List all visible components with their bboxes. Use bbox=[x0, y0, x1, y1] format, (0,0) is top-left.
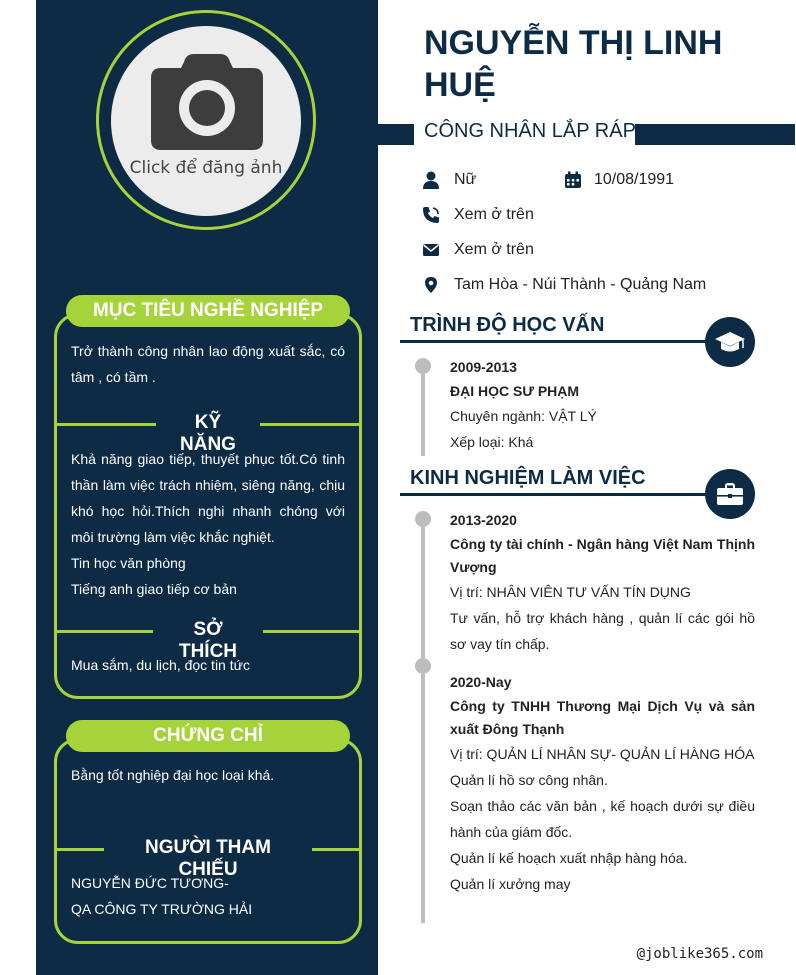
skill-item: Tin học văn phòng bbox=[71, 555, 186, 571]
map-pin-icon bbox=[422, 276, 440, 294]
reference-line: NGUYỄN ĐỨC TƯƠNG- bbox=[71, 875, 229, 891]
education-entry bbox=[450, 354, 755, 455]
experience-period: 2020-Nay bbox=[450, 674, 512, 690]
education-grade: Xếp loại: Khá bbox=[450, 434, 534, 450]
education-school: ĐẠI HỌC SƯ PHẠM bbox=[450, 383, 580, 399]
sidebar bbox=[36, 0, 378, 975]
avatar-upload-label[interactable]: Click để đăng ảnh bbox=[129, 158, 283, 178]
skill-item: Tiếng anh giao tiếp cơ bản bbox=[71, 581, 237, 597]
birthdate-value: 10/08/1991 bbox=[594, 171, 675, 188]
skills-list bbox=[71, 446, 345, 602]
objective-text: Trở thành công nhân lao động xuất sắc, có tâm , có tầm . bbox=[71, 343, 345, 385]
experience-entry bbox=[450, 669, 755, 897]
education-period: 2009-2013 bbox=[450, 359, 517, 375]
experience-detail: Tư vấn, hỗ trợ khách hàng , quản lí các gói hồ sơ vay tín chấp. bbox=[450, 610, 755, 652]
gender-value: Nữ bbox=[454, 171, 477, 188]
experience-position: Vị trí: QUẢN LÍ NHÂN SỰ- QUẢN LÍ HÀNG HÓA bbox=[450, 746, 755, 762]
experience-company: Công ty tài chính - Ngân hàng Việt Nam Thịnh Vượng bbox=[450, 536, 755, 575]
phone-icon bbox=[422, 206, 440, 224]
timeline-dot bbox=[415, 658, 431, 674]
experience-entry bbox=[450, 507, 755, 657]
experience-detail: Quản lí xưởng may bbox=[450, 876, 571, 892]
experience-position: Vị trí: NHÂN VIÊN TƯ VẤN TÍN DỤNG bbox=[450, 584, 691, 600]
experience-detail: Quản lí hồ sơ công nhân. bbox=[450, 772, 608, 788]
experience-period: 2013-2020 bbox=[450, 512, 517, 528]
objective-heading: MỤC TIÊU NGHỀ NGHIỆP bbox=[66, 295, 350, 327]
education-major: Chuyên ngành: VẬT LÝ bbox=[450, 408, 597, 424]
experience-detail: Quản lí kế hoạch xuất nhập hàng hóa. bbox=[450, 850, 688, 866]
timeline-dot bbox=[415, 358, 431, 374]
education-timeline bbox=[421, 360, 425, 456]
email-value[interactable]: Xem ở trên bbox=[454, 241, 534, 258]
education-heading: TRÌNH ĐỘ HỌC VẤN bbox=[410, 314, 605, 336]
education-underline bbox=[400, 340, 730, 343]
references-list bbox=[71, 870, 345, 922]
skill-item: Khả năng giao tiếp, thuyết phục tốt.Có tinh thần làm việc trách nhiệm, siêng năng, chịu khó học hỏi.Thích nghi nhanh chóng với môi trường làm việc khắc nghiệt. bbox=[71, 451, 345, 545]
certificates-text: Bằng tốt nghiệp đại học loại khá. bbox=[71, 767, 275, 783]
envelope-icon bbox=[422, 241, 440, 259]
address-value: Tam Hòa - Núi Thành - Quảng Nam bbox=[454, 276, 707, 293]
reference-line: QA CÔNG TY TRƯỜNG HẢI bbox=[71, 901, 253, 917]
certificates-heading: CHỨNG CHỈ bbox=[66, 720, 350, 752]
camera-icon[interactable] bbox=[149, 52, 265, 152]
title-bar-right bbox=[635, 124, 795, 145]
experience-underline bbox=[400, 493, 730, 496]
skills-heading: KỸ NĂNG bbox=[156, 412, 260, 456]
hobbies-heading: SỞ THÍCH bbox=[153, 619, 263, 663]
candidate-name: NGUYỄN THỊ LINH HUỆ bbox=[424, 24, 723, 104]
phone-value[interactable]: Xem ở trên bbox=[454, 206, 534, 223]
calendar-icon bbox=[564, 171, 582, 189]
job-title: CÔNG NHÂN LẮP RÁP bbox=[424, 120, 636, 142]
hobbies-text: Mua sắm, du lịch, đọc tin tức bbox=[71, 657, 250, 673]
references-heading: NGƯỜI THAM CHIẾU bbox=[104, 837, 312, 881]
title-bar-left bbox=[378, 124, 414, 145]
experience-company: Công ty TNHH Thương Mại Dịch Vụ và sản xuất Đông Thạnh bbox=[450, 698, 755, 737]
experience-heading: KINH NGHIỆM LÀM VIỆC bbox=[410, 467, 646, 489]
watermark: @joblike365.com bbox=[636, 946, 763, 962]
experience-detail: Soạn thảo các văn bản , kế hoạch dưới sự điều hành của giám đốc. bbox=[450, 798, 755, 840]
user-icon bbox=[422, 171, 440, 189]
experience-timeline bbox=[421, 513, 425, 923]
timeline-dot bbox=[415, 511, 431, 527]
